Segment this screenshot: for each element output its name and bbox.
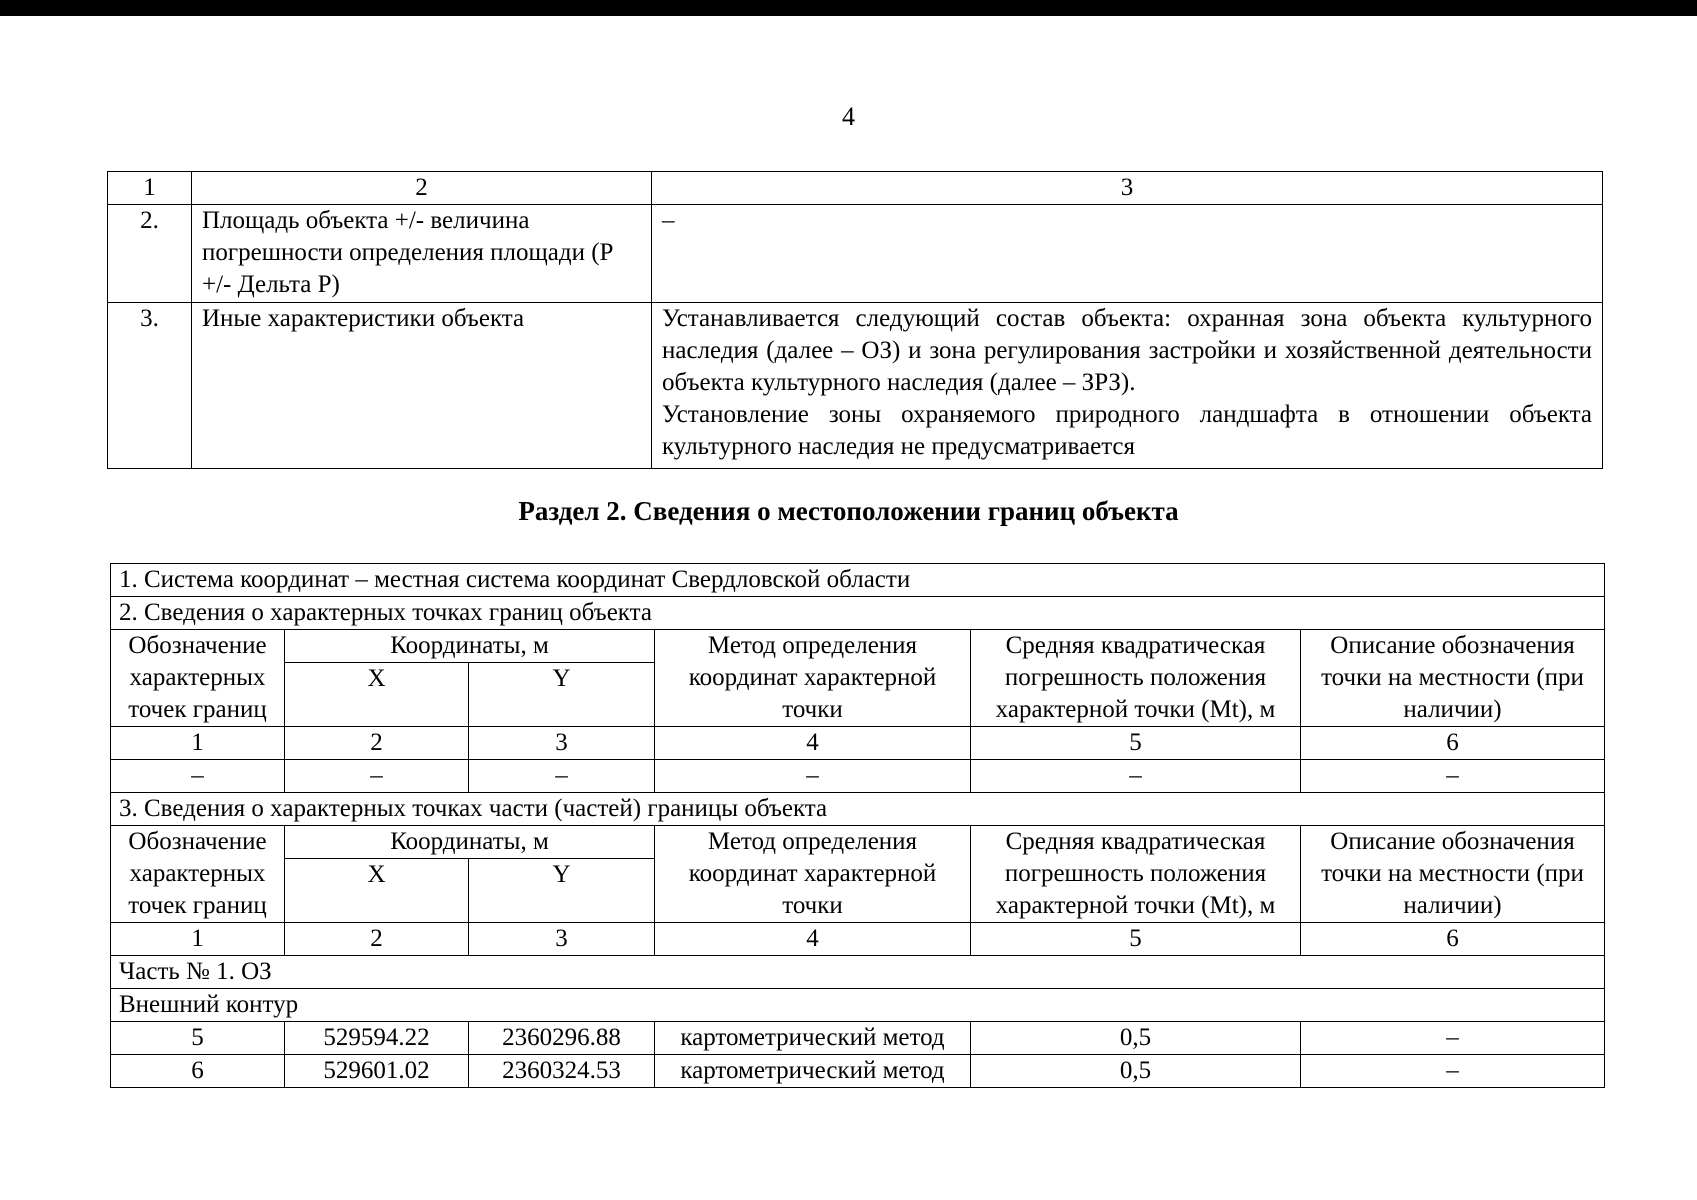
value-paragraph: Установление зоны охраняемого природного ландшафта в отношении объекта культурного наследия не предусматривается <box>662 401 1592 460</box>
column-number-row <box>111 727 1605 760</box>
method-value: картометрический метод <box>655 1055 971 1088</box>
table-cell: – <box>469 760 655 793</box>
section-row <box>111 597 1605 630</box>
y-value: 2360324.53 <box>469 1055 655 1088</box>
table-row <box>111 760 1605 793</box>
table-cell: – <box>285 760 469 793</box>
column-number: 6 <box>1301 727 1605 760</box>
table-row <box>108 303 1603 469</box>
designation-header: Обозначение характерных точек границ <box>111 630 285 727</box>
column-number: 3 <box>469 923 655 956</box>
column-number-row <box>111 923 1605 956</box>
column-number: 1 <box>111 923 285 956</box>
part-label: Часть № 1. ОЗ <box>111 956 1605 989</box>
row-number: 2. <box>108 205 192 303</box>
method-header: Метод определения координат характерной точки <box>655 630 971 727</box>
method-header: Метод определения координат характерной точки <box>655 826 971 923</box>
table-row <box>111 1022 1605 1055</box>
x-value: 529601.02 <box>285 1055 469 1088</box>
characteristic-name: Иные характеристики объекта <box>192 303 652 469</box>
coords-header: Координаты, м <box>285 630 655 663</box>
table-cell: – <box>111 760 285 793</box>
table-row <box>108 205 1603 303</box>
section-title: Раздел 2. Сведения о местоположении границ объекта <box>518 496 1179 526</box>
designation-header: Обозначение характерных точек границ <box>111 826 285 923</box>
error-value: 0,5 <box>971 1022 1301 1055</box>
header-cell: 2 <box>192 172 652 205</box>
column-header-row <box>111 630 1605 663</box>
y-header: Y <box>469 663 655 727</box>
row-number: 3. <box>108 303 192 469</box>
part-row <box>111 956 1605 989</box>
method-value: картометрический метод <box>655 1022 971 1055</box>
column-number: 4 <box>655 727 971 760</box>
table-row <box>111 1055 1605 1088</box>
contour-label: Внешний контур <box>111 989 1605 1022</box>
column-number: 5 <box>971 923 1301 956</box>
column-number: 3 <box>469 727 655 760</box>
error-header: Средняя квадратическая погрешность положения характерной точки (Mt), м <box>971 826 1301 923</box>
coords-header: Координаты, м <box>285 826 655 859</box>
x-value: 529594.22 <box>285 1022 469 1055</box>
coord-system-row <box>111 564 1605 597</box>
header-cell: 3 <box>652 172 1603 205</box>
point-number: 6 <box>111 1055 285 1088</box>
contour-row <box>111 989 1605 1022</box>
characteristic-value <box>652 303 1603 469</box>
description-value: – <box>1301 1055 1605 1088</box>
object-characteristics-table <box>107 171 1603 469</box>
column-number: 6 <box>1301 923 1605 956</box>
y-value: 2360296.88 <box>469 1022 655 1055</box>
header-cell: 1 <box>108 172 192 205</box>
parts-title: 3. Сведения о характерных точках части (частей) границы объекта <box>111 793 1605 826</box>
value-paragraph: Устанавливается следующий состав объекта: охранная зона объекта культурного наследия (далее – ОЗ) и зона регулирования застройки и хозяйственной деятельности объекта культурного наследия (далее – ЗРЗ). <box>662 305 1592 396</box>
description-header: Описание обозначения точки на местности (при наличии) <box>1301 630 1605 727</box>
column-header-row <box>111 826 1605 859</box>
error-header: Средняя квадратическая погрешность положения характерной точки (Mt), м <box>971 630 1301 727</box>
description-value: – <box>1301 1022 1605 1055</box>
x-header: X <box>285 859 469 923</box>
column-number: 4 <box>655 923 971 956</box>
table-cell: – <box>971 760 1301 793</box>
column-number: 5 <box>971 727 1301 760</box>
point-number: 5 <box>111 1022 285 1055</box>
characteristic-name: Площадь объекта +/- величина погрешности определения площади (Р +/- Дельта Р) <box>192 205 652 303</box>
table-header-row <box>108 172 1603 205</box>
page-number: 4 <box>842 102 855 131</box>
error-value: 0,5 <box>971 1055 1301 1088</box>
description-header: Описание обозначения точки на местности (при наличии) <box>1301 826 1605 923</box>
column-number: 2 <box>285 727 469 760</box>
coord-system: 1. Система координат – местная система координат Свердловской области <box>111 564 1605 597</box>
points-title: 2. Сведения о характерных точках границ объекта <box>111 597 1605 630</box>
scan-top-border <box>0 0 1697 16</box>
y-header: Y <box>469 859 655 923</box>
characteristic-value: – <box>652 205 1603 303</box>
x-header: X <box>285 663 469 727</box>
column-number: 1 <box>111 727 285 760</box>
column-number: 2 <box>285 923 469 956</box>
boundary-points-table <box>110 563 1605 1088</box>
section-row <box>111 793 1605 826</box>
table-cell: – <box>1301 760 1605 793</box>
table-cell: – <box>655 760 971 793</box>
